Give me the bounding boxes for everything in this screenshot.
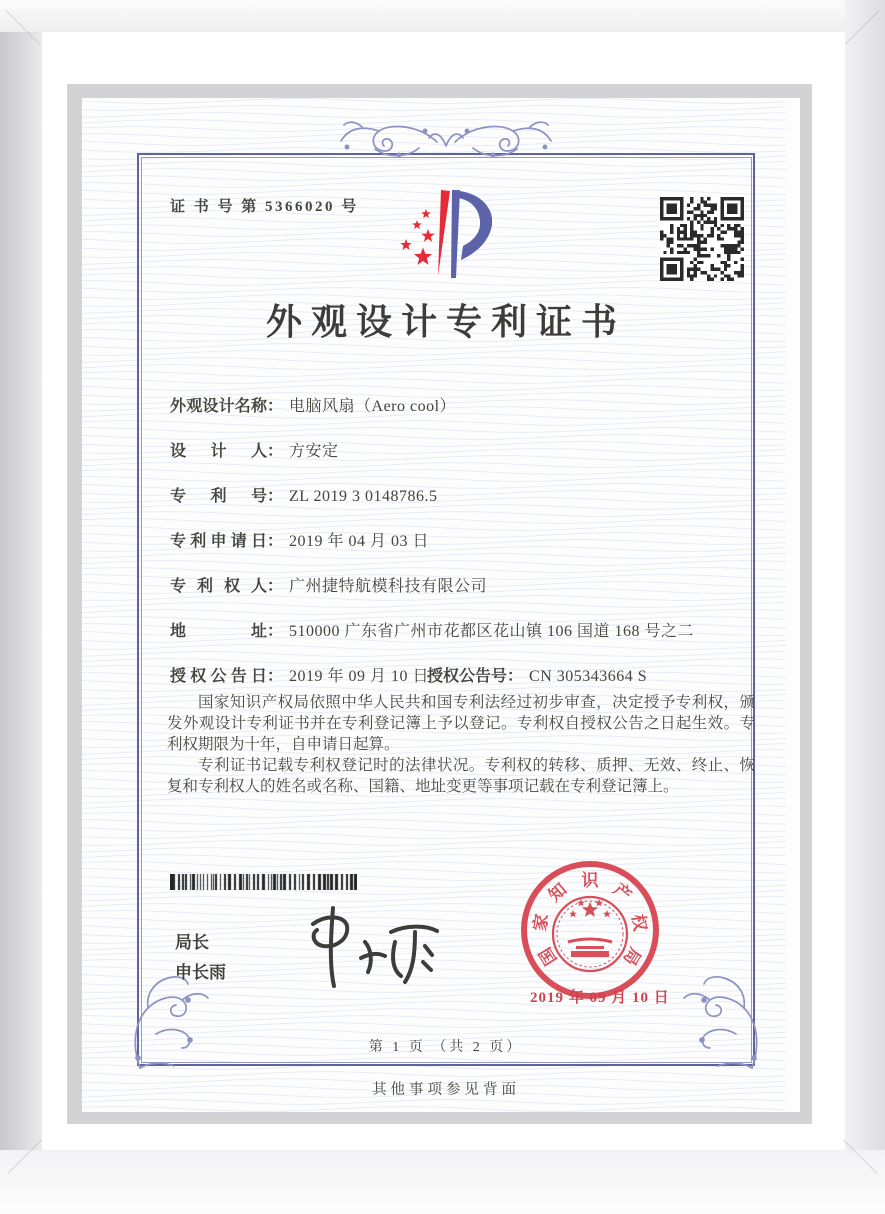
field-label: 外观设计名称	[170, 398, 267, 415]
field-label: 专利权人	[170, 578, 267, 595]
svg-text:国: 国	[535, 943, 561, 969]
field-row-patent-number	[170, 488, 745, 506]
field-row-grant	[170, 668, 745, 686]
field-colon: ：	[267, 533, 284, 550]
field-value: 方安定	[289, 443, 339, 460]
frame-edge-right	[845, 0, 885, 1214]
certificate-fields	[170, 398, 745, 713]
field-label: 专利号	[170, 488, 267, 505]
qr-code	[660, 197, 744, 281]
certificate-page	[82, 98, 800, 1112]
certificate-number: 证 书 号 第 5366020 号	[170, 199, 359, 215]
svg-text:知: 知	[545, 879, 571, 906]
field-value: CN 305343664 S	[529, 668, 648, 685]
field-value: ZL 2019 3 0148786.5	[289, 488, 438, 505]
field-label: 授权公告日	[170, 668, 267, 685]
field-colon: ：	[267, 578, 284, 595]
back-side-note: 其他事项参见背面	[372, 1082, 520, 1098]
field-pair-grant-number	[427, 668, 647, 686]
field-colon: ：	[267, 488, 284, 505]
top-center-flourish-icon	[337, 118, 555, 166]
field-colon: ：	[267, 443, 284, 460]
paragraph: 国家知识产权局依照中华人民共和国专利法经过初步审查，决定授予专利权，颁发外观设计专利证书并在专利登记簿上予以登记。专利权自授权公告之日起生效。专利权期限为十年，自申请日起算。	[167, 694, 755, 753]
certificate-body-text	[167, 692, 755, 797]
field-colon: ：	[267, 668, 284, 685]
svg-text:局: 局	[619, 943, 645, 969]
bottom-right-flourish-icon	[678, 970, 766, 1072]
frame-edge-top	[0, 0, 885, 32]
barcode	[170, 874, 357, 890]
field-row-patentee	[170, 578, 745, 596]
signer-block	[175, 928, 226, 988]
certificate-title: 外观设计专利证书	[265, 302, 626, 342]
svg-text:权: 权	[628, 912, 650, 933]
field-row-address	[170, 623, 745, 641]
page-number: 第 1 页 （共 2 页）	[368, 1040, 524, 1055]
field-row-design-name	[170, 398, 745, 416]
field-label: 地址	[170, 623, 267, 640]
field-value: 510000 广东省广州市花都区花山镇 106 国道 168 号之二	[289, 623, 695, 640]
field-value: 电脑风扇（Aero cool）	[289, 398, 457, 415]
paragraph: 专利证书记载专利权登记时的法律状况。专利权的转移、质押、无效、终止、恢复和专利权人的姓名或名称、国籍、地址变更等事项记载在专利登记簿上。	[167, 757, 755, 795]
signer-name: 申长雨	[175, 963, 226, 982]
frame-edge-bottom	[0, 1150, 885, 1214]
signer-title: 局长	[175, 933, 209, 952]
svg-text:产: 产	[609, 879, 635, 906]
field-label: 专利申请日	[170, 533, 267, 550]
seal-date: 2019 年 09 月 10 日	[530, 990, 670, 1006]
field-value: 2019 年 09 月 10 日	[289, 668, 430, 685]
field-label: 设计人	[170, 443, 267, 460]
field-row-filing-date	[170, 533, 745, 551]
field-colon: ：	[267, 623, 284, 640]
director-signature	[287, 904, 457, 992]
field-row-designer	[170, 443, 745, 461]
svg-text:家: 家	[530, 912, 552, 933]
field-value: 2019 年 04 月 03 日	[289, 533, 430, 550]
field-value: 广州捷特航模科技有限公司	[289, 578, 488, 595]
cnipa-logo-icon	[400, 188, 492, 280]
frame-edge-left	[0, 0, 42, 1214]
field-colon: ：	[507, 668, 524, 685]
field-colon: ：	[267, 398, 284, 415]
field-label: 授权公告号	[427, 668, 508, 685]
svg-text:识: 识	[581, 871, 599, 890]
